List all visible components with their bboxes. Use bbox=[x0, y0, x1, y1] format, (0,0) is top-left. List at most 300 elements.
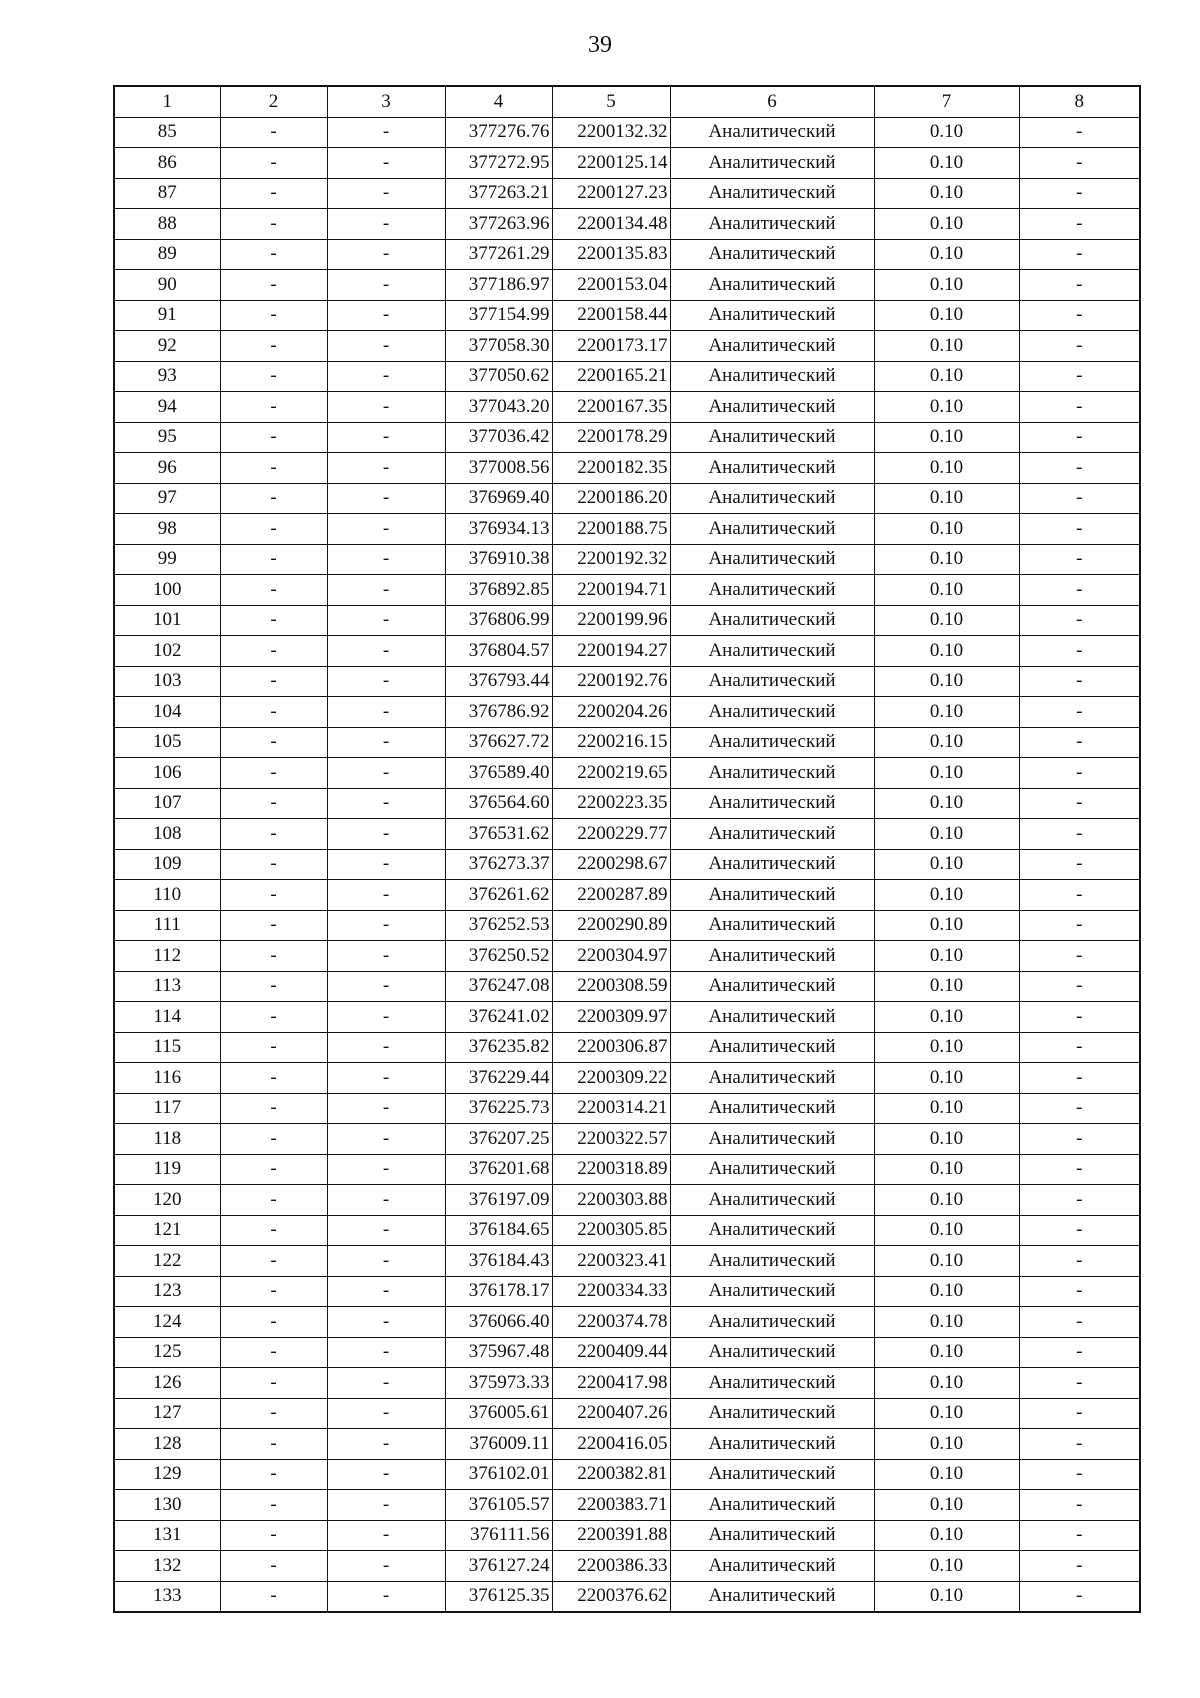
table-cell: - bbox=[1019, 178, 1140, 209]
table-cell: 376804.57 bbox=[445, 636, 552, 667]
table-cell: - bbox=[220, 1337, 327, 1368]
table-cell: - bbox=[327, 1124, 445, 1155]
table-cell: 376235.82 bbox=[445, 1032, 552, 1063]
table-cell: - bbox=[327, 392, 445, 423]
table-cell: - bbox=[327, 910, 445, 941]
table-cell: - bbox=[1019, 1032, 1140, 1063]
table-row bbox=[114, 392, 1140, 423]
table-cell: - bbox=[327, 1459, 445, 1490]
table-row bbox=[114, 270, 1140, 301]
table-cell: 2200376.62 bbox=[552, 1581, 670, 1612]
table-cell: 376910.38 bbox=[445, 544, 552, 575]
table-cell: - bbox=[1019, 910, 1140, 941]
table-cell: - bbox=[1019, 666, 1140, 697]
table-cell: - bbox=[220, 209, 327, 240]
table-cell: Аналитический bbox=[670, 941, 874, 972]
table-cell: - bbox=[327, 239, 445, 270]
table-cell: Аналитический bbox=[670, 849, 874, 880]
table-cell: 376892.85 bbox=[445, 575, 552, 606]
table-cell: 2200167.35 bbox=[552, 392, 670, 423]
table-cell: - bbox=[327, 1246, 445, 1277]
table-cell: 2200186.20 bbox=[552, 483, 670, 514]
table-cell: 376934.13 bbox=[445, 514, 552, 545]
table-cell: Аналитический bbox=[670, 1124, 874, 1155]
table-cell: - bbox=[1019, 514, 1140, 545]
table-cell: 0.10 bbox=[874, 1124, 1019, 1155]
table-cell: Аналитический bbox=[670, 178, 874, 209]
table-row bbox=[114, 1124, 1140, 1155]
table-row bbox=[114, 544, 1140, 575]
table-cell: 0.10 bbox=[874, 1337, 1019, 1368]
table-row bbox=[114, 1459, 1140, 1490]
table-cell: 0.10 bbox=[874, 1551, 1019, 1582]
table-cell: 127 bbox=[114, 1398, 220, 1429]
table-cell: 2200314.21 bbox=[552, 1093, 670, 1124]
table-cell: 377050.62 bbox=[445, 361, 552, 392]
table-cell: - bbox=[327, 697, 445, 728]
table-cell: Аналитический bbox=[670, 880, 874, 911]
table-cell: 0.10 bbox=[874, 575, 1019, 606]
page-number: 39 bbox=[588, 32, 612, 58]
table-cell: 2200382.81 bbox=[552, 1459, 670, 1490]
table-cell: 377272.95 bbox=[445, 148, 552, 179]
table-row bbox=[114, 1032, 1140, 1063]
table-cell: - bbox=[327, 422, 445, 453]
table-cell: 2200188.75 bbox=[552, 514, 670, 545]
table-cell: - bbox=[327, 666, 445, 697]
table-cell: Аналитический bbox=[670, 1185, 874, 1216]
table-cell: - bbox=[327, 1337, 445, 1368]
table-cell: 0.10 bbox=[874, 758, 1019, 789]
table-cell: 376201.68 bbox=[445, 1154, 552, 1185]
table-cell: 130 bbox=[114, 1490, 220, 1521]
table-cell: - bbox=[220, 1520, 327, 1551]
table-cell: 2200229.77 bbox=[552, 819, 670, 850]
table-body bbox=[114, 117, 1140, 1612]
table-cell: - bbox=[220, 1215, 327, 1246]
table-cell: Аналитический bbox=[670, 1154, 874, 1185]
table-cell: 377263.21 bbox=[445, 178, 552, 209]
table-cell: 2200417.98 bbox=[552, 1368, 670, 1399]
table-cell: - bbox=[220, 392, 327, 423]
table-cell: 376229.44 bbox=[445, 1063, 552, 1094]
table-cell: - bbox=[1019, 1581, 1140, 1612]
table-cell: - bbox=[1019, 1215, 1140, 1246]
table-cell: - bbox=[327, 1063, 445, 1094]
table-cell: 376806.99 bbox=[445, 605, 552, 636]
table-cell: Аналитический bbox=[670, 1276, 874, 1307]
table-cell: - bbox=[220, 1490, 327, 1521]
table-cell: - bbox=[327, 727, 445, 758]
table-cell: 2200407.26 bbox=[552, 1398, 670, 1429]
table-cell: Аналитический bbox=[670, 544, 874, 575]
table-cell: - bbox=[327, 1002, 445, 1033]
table-cell: - bbox=[327, 453, 445, 484]
table-cell: Аналитический bbox=[670, 788, 874, 819]
table-cell: Аналитический bbox=[670, 1337, 874, 1368]
table-cell: - bbox=[1019, 1276, 1140, 1307]
table-cell: Аналитический bbox=[670, 575, 874, 606]
table-row bbox=[114, 1093, 1140, 1124]
table-cell: - bbox=[220, 727, 327, 758]
table-cell: 0.10 bbox=[874, 1032, 1019, 1063]
table-cell: 119 bbox=[114, 1154, 220, 1185]
table-cell: 0.10 bbox=[874, 971, 1019, 1002]
table-cell: 375967.48 bbox=[445, 1337, 552, 1368]
table-cell: - bbox=[1019, 941, 1140, 972]
table-cell: 94 bbox=[114, 392, 220, 423]
table-row bbox=[114, 849, 1140, 880]
table-row bbox=[114, 178, 1140, 209]
table-cell: Аналитический bbox=[670, 331, 874, 362]
table-cell: 121 bbox=[114, 1215, 220, 1246]
table-cell: - bbox=[327, 331, 445, 362]
table-cell: Аналитический bbox=[670, 1032, 874, 1063]
table-cell: 0.10 bbox=[874, 666, 1019, 697]
table-cell: - bbox=[1019, 758, 1140, 789]
table-cell: - bbox=[1019, 971, 1140, 1002]
table-cell: - bbox=[1019, 148, 1140, 179]
table-cell: - bbox=[220, 1398, 327, 1429]
table-cell: 2200298.67 bbox=[552, 849, 670, 880]
table-cell: 0.10 bbox=[874, 1581, 1019, 1612]
table-cell: - bbox=[220, 575, 327, 606]
column-header: 1 bbox=[114, 86, 220, 117]
table-cell: 0.10 bbox=[874, 1093, 1019, 1124]
table-cell: 99 bbox=[114, 544, 220, 575]
table-row bbox=[114, 361, 1140, 392]
table-cell: 376105.57 bbox=[445, 1490, 552, 1521]
table-cell: 2200309.22 bbox=[552, 1063, 670, 1094]
table-cell: 2200192.76 bbox=[552, 666, 670, 697]
table-cell: 0.10 bbox=[874, 1002, 1019, 1033]
table-cell: - bbox=[220, 544, 327, 575]
table-cell: 125 bbox=[114, 1337, 220, 1368]
table-cell: - bbox=[1019, 361, 1140, 392]
table-row bbox=[114, 209, 1140, 240]
table-cell: - bbox=[327, 1185, 445, 1216]
table-cell: 2200173.17 bbox=[552, 331, 670, 362]
table-cell: - bbox=[1019, 1337, 1140, 1368]
table-cell: 115 bbox=[114, 1032, 220, 1063]
table-cell: - bbox=[220, 1276, 327, 1307]
table-cell: - bbox=[327, 1276, 445, 1307]
table-cell: 376005.61 bbox=[445, 1398, 552, 1429]
table-row bbox=[114, 1429, 1140, 1460]
table-cell: 114 bbox=[114, 1002, 220, 1033]
table-cell: - bbox=[1019, 1093, 1140, 1124]
table-cell: - bbox=[1019, 300, 1140, 331]
table-cell: Аналитический bbox=[670, 422, 874, 453]
table-cell: 2200318.89 bbox=[552, 1154, 670, 1185]
table-cell: - bbox=[220, 697, 327, 728]
table-cell: - bbox=[220, 148, 327, 179]
table-cell: - bbox=[1019, 697, 1140, 728]
table-cell: - bbox=[1019, 331, 1140, 362]
table-cell: 2200309.97 bbox=[552, 1002, 670, 1033]
table-cell: - bbox=[1019, 1490, 1140, 1521]
table-row bbox=[114, 636, 1140, 667]
table-row bbox=[114, 422, 1140, 453]
table-cell: 0.10 bbox=[874, 1276, 1019, 1307]
table-cell: 2200132.32 bbox=[552, 117, 670, 148]
table-cell: 0.10 bbox=[874, 1520, 1019, 1551]
table-cell: 2200216.15 bbox=[552, 727, 670, 758]
table-cell: - bbox=[327, 1490, 445, 1521]
table-cell: - bbox=[220, 361, 327, 392]
table-cell: - bbox=[1019, 605, 1140, 636]
table-cell: 2200305.85 bbox=[552, 1215, 670, 1246]
table-row bbox=[114, 1520, 1140, 1551]
table-cell: Аналитический bbox=[670, 605, 874, 636]
table-cell: Аналитический bbox=[670, 1490, 874, 1521]
table-row bbox=[114, 1398, 1140, 1429]
table-cell: 2200153.04 bbox=[552, 270, 670, 301]
table-cell: 0.10 bbox=[874, 544, 1019, 575]
table-row bbox=[114, 453, 1140, 484]
table-cell: 376178.17 bbox=[445, 1276, 552, 1307]
table-cell: - bbox=[220, 819, 327, 850]
table-cell: 2200223.35 bbox=[552, 788, 670, 819]
table-cell: - bbox=[327, 605, 445, 636]
table-cell: - bbox=[1019, 453, 1140, 484]
table-row bbox=[114, 117, 1140, 148]
table-cell: 2200303.88 bbox=[552, 1185, 670, 1216]
table-cell: - bbox=[1019, 1307, 1140, 1338]
table-cell: - bbox=[1019, 544, 1140, 575]
table-cell: 0.10 bbox=[874, 178, 1019, 209]
table-row bbox=[114, 880, 1140, 911]
table-cell: - bbox=[220, 117, 327, 148]
table-cell: 376241.02 bbox=[445, 1002, 552, 1033]
table-cell: - bbox=[220, 1246, 327, 1277]
table-cell: - bbox=[1019, 117, 1140, 148]
table-cell: - bbox=[220, 788, 327, 819]
table-cell: 0.10 bbox=[874, 1307, 1019, 1338]
table-cell: 377058.30 bbox=[445, 331, 552, 362]
table-cell: Аналитический bbox=[670, 209, 874, 240]
table-cell: Аналитический bbox=[670, 1429, 874, 1460]
table-cell: 118 bbox=[114, 1124, 220, 1155]
table-row bbox=[114, 575, 1140, 606]
table-cell: 2200165.21 bbox=[552, 361, 670, 392]
column-header: 3 bbox=[327, 86, 445, 117]
table-cell: 0.10 bbox=[874, 148, 1019, 179]
table-row bbox=[114, 331, 1140, 362]
table-cell: 2200386.33 bbox=[552, 1551, 670, 1582]
table-cell: 2200306.87 bbox=[552, 1032, 670, 1063]
table-row bbox=[114, 1002, 1140, 1033]
table-cell: 105 bbox=[114, 727, 220, 758]
table-cell: - bbox=[327, 544, 445, 575]
table-cell: 0.10 bbox=[874, 1215, 1019, 1246]
table-cell: 0.10 bbox=[874, 361, 1019, 392]
table-cell: 377008.56 bbox=[445, 453, 552, 484]
table-cell: - bbox=[327, 1551, 445, 1582]
table-cell: - bbox=[1019, 727, 1140, 758]
table-cell: 88 bbox=[114, 209, 220, 240]
column-header: 2 bbox=[220, 86, 327, 117]
table-cell: - bbox=[220, 1368, 327, 1399]
table-cell: Аналитический bbox=[670, 1063, 874, 1094]
table-cell: Аналитический bbox=[670, 453, 874, 484]
table-row bbox=[114, 148, 1140, 179]
table-row bbox=[114, 483, 1140, 514]
table-cell: 376531.62 bbox=[445, 819, 552, 850]
table-cell: - bbox=[220, 910, 327, 941]
table-cell: - bbox=[1019, 1429, 1140, 1460]
table-cell: Аналитический bbox=[670, 1246, 874, 1277]
column-header: 7 bbox=[874, 86, 1019, 117]
table-cell: - bbox=[220, 178, 327, 209]
coordinates-table bbox=[113, 85, 1141, 1613]
table-cell: - bbox=[220, 453, 327, 484]
table-cell: 376184.65 bbox=[445, 1215, 552, 1246]
table-cell: - bbox=[220, 1032, 327, 1063]
table-cell: 0.10 bbox=[874, 880, 1019, 911]
table-cell: 110 bbox=[114, 880, 220, 911]
table-cell: Аналитический bbox=[670, 514, 874, 545]
table-cell: - bbox=[327, 575, 445, 606]
table-cell: - bbox=[1019, 819, 1140, 850]
table-cell: Аналитический bbox=[670, 1520, 874, 1551]
table-cell: - bbox=[220, 239, 327, 270]
table-cell: Аналитический bbox=[670, 971, 874, 1002]
table-cell: - bbox=[327, 880, 445, 911]
table-row bbox=[114, 697, 1140, 728]
table-cell: 2200308.59 bbox=[552, 971, 670, 1002]
table-cell: 376225.73 bbox=[445, 1093, 552, 1124]
table-cell: - bbox=[1019, 239, 1140, 270]
table-cell: 2200290.89 bbox=[552, 910, 670, 941]
table-cell: 2200304.97 bbox=[552, 941, 670, 972]
table-cell: 2200135.83 bbox=[552, 239, 670, 270]
table-row bbox=[114, 819, 1140, 850]
table-cell: - bbox=[327, 1520, 445, 1551]
table-cell: Аналитический bbox=[670, 727, 874, 758]
table-cell: 2200158.44 bbox=[552, 300, 670, 331]
column-header: 6 bbox=[670, 86, 874, 117]
table-cell: 0.10 bbox=[874, 1398, 1019, 1429]
table-cell: - bbox=[220, 971, 327, 1002]
table-cell: - bbox=[327, 514, 445, 545]
table-cell: - bbox=[220, 605, 327, 636]
table-cell: 0.10 bbox=[874, 849, 1019, 880]
table-cell: - bbox=[1019, 1185, 1140, 1216]
table-cell: 377154.99 bbox=[445, 300, 552, 331]
table-cell: Аналитический bbox=[670, 1398, 874, 1429]
table-cell: - bbox=[220, 1551, 327, 1582]
table-cell: - bbox=[220, 1185, 327, 1216]
table-cell: 0.10 bbox=[874, 605, 1019, 636]
table-cell: 2200287.89 bbox=[552, 880, 670, 911]
table-cell: - bbox=[1019, 1520, 1140, 1551]
table-row bbox=[114, 300, 1140, 331]
table-cell: Аналитический bbox=[670, 666, 874, 697]
table-cell: 102 bbox=[114, 636, 220, 667]
table-cell: 376111.56 bbox=[445, 1520, 552, 1551]
table-cell: Аналитический bbox=[670, 148, 874, 179]
table-cell: Аналитический bbox=[670, 117, 874, 148]
table-row bbox=[114, 1215, 1140, 1246]
table-cell: - bbox=[1019, 1459, 1140, 1490]
table-cell: - bbox=[327, 941, 445, 972]
table-cell: - bbox=[220, 483, 327, 514]
table-cell: 2200134.48 bbox=[552, 209, 670, 240]
table-cell: 120 bbox=[114, 1185, 220, 1216]
table-cell: 0.10 bbox=[874, 1368, 1019, 1399]
table-cell: 0.10 bbox=[874, 392, 1019, 423]
table-row bbox=[114, 605, 1140, 636]
table-cell: Аналитический bbox=[670, 239, 874, 270]
table-cell: 2200383.71 bbox=[552, 1490, 670, 1521]
table-cell: 93 bbox=[114, 361, 220, 392]
table-header bbox=[114, 86, 1140, 117]
table-cell: Аналитический bbox=[670, 910, 874, 941]
table-row bbox=[114, 1307, 1140, 1338]
table-cell: - bbox=[1019, 1154, 1140, 1185]
table-cell: Аналитический bbox=[670, 819, 874, 850]
table-cell: - bbox=[220, 666, 327, 697]
table-row bbox=[114, 1185, 1140, 1216]
table-cell: 376066.40 bbox=[445, 1307, 552, 1338]
table-cell: 2200125.14 bbox=[552, 148, 670, 179]
table-cell: - bbox=[1019, 636, 1140, 667]
table-row bbox=[114, 971, 1140, 1002]
table-cell: 0.10 bbox=[874, 209, 1019, 240]
table-cell: - bbox=[327, 971, 445, 1002]
table-cell: - bbox=[1019, 483, 1140, 514]
table-cell: - bbox=[1019, 1398, 1140, 1429]
table-cell: 96 bbox=[114, 453, 220, 484]
table-row bbox=[114, 1246, 1140, 1277]
table-cell: 2200334.33 bbox=[552, 1276, 670, 1307]
table-cell: 116 bbox=[114, 1063, 220, 1094]
table-cell: 2200409.44 bbox=[552, 1337, 670, 1368]
table-cell: - bbox=[1019, 849, 1140, 880]
table-cell: Аналитический bbox=[670, 1459, 874, 1490]
table-cell: 0.10 bbox=[874, 727, 1019, 758]
table-cell: 97 bbox=[114, 483, 220, 514]
table-cell: - bbox=[220, 1002, 327, 1033]
table-cell: - bbox=[220, 422, 327, 453]
table-cell: 101 bbox=[114, 605, 220, 636]
table-row bbox=[114, 1581, 1140, 1612]
table-cell: 100 bbox=[114, 575, 220, 606]
column-header: 4 bbox=[445, 86, 552, 117]
table-cell: 376184.43 bbox=[445, 1246, 552, 1277]
table-cell: Аналитический bbox=[670, 300, 874, 331]
table-cell: 2200322.57 bbox=[552, 1124, 670, 1155]
table-cell: 0.10 bbox=[874, 422, 1019, 453]
table-cell: 375973.33 bbox=[445, 1368, 552, 1399]
table-cell: - bbox=[1019, 1002, 1140, 1033]
table-cell: - bbox=[220, 1124, 327, 1155]
table-cell: - bbox=[327, 1368, 445, 1399]
table-row bbox=[114, 727, 1140, 758]
table-row bbox=[114, 514, 1140, 545]
table-cell: 2200219.65 bbox=[552, 758, 670, 789]
table-cell: - bbox=[1019, 788, 1140, 819]
table-cell: - bbox=[220, 1063, 327, 1094]
table-cell: - bbox=[220, 880, 327, 911]
table-cell: 90 bbox=[114, 270, 220, 301]
table-cell: - bbox=[327, 270, 445, 301]
table-cell: 123 bbox=[114, 1276, 220, 1307]
table-row bbox=[114, 666, 1140, 697]
table-cell: Аналитический bbox=[670, 361, 874, 392]
table-cell: 376627.72 bbox=[445, 727, 552, 758]
